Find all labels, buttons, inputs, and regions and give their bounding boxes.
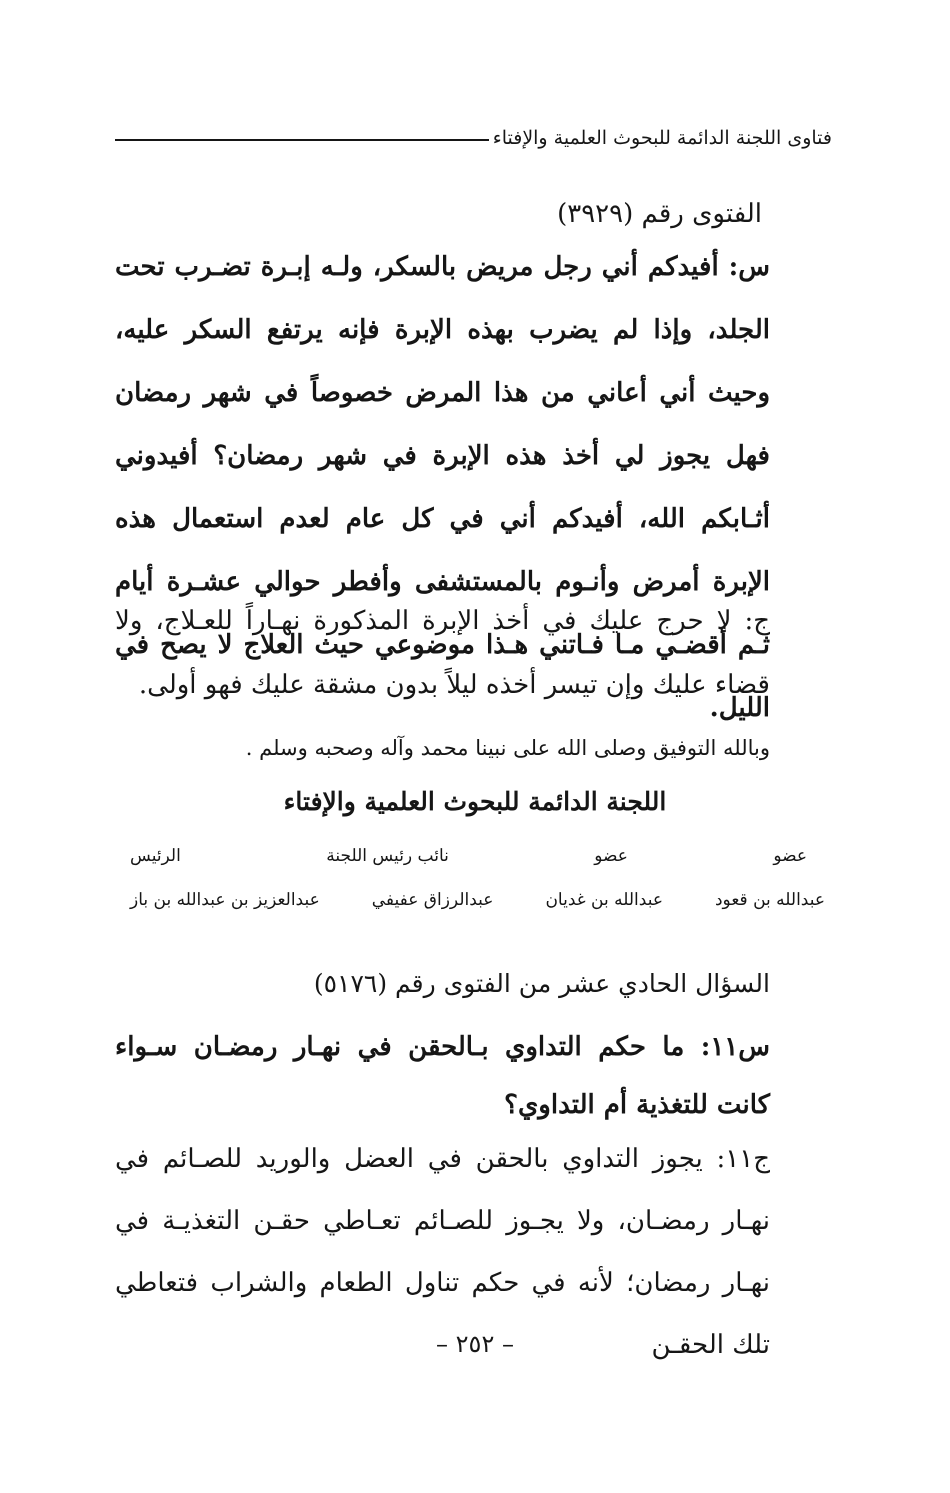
- running-header: [115, 118, 832, 158]
- answer-paragraph: ج: لا حرج عليك في أخذ الإبرة المذكورة نهـاراً للعـلاج، ولا قضاء عليك وإن تيسر أخذه ليلاً بدون مشقة عليك فهو أولى.: [115, 606, 770, 700]
- signatory-name: عبدالرزاق عفيفي: [371, 890, 494, 910]
- fatwa-number-heading: الفتوى رقم (٣٩٢٩): [557, 199, 762, 229]
- header-rule: [115, 139, 489, 141]
- signatory-role: الرئيس: [130, 846, 181, 866]
- signatory-names: [130, 890, 825, 910]
- running-header-title: فتاوى اللجنة الدائمة للبحوث العلمية والإفتاء: [492, 127, 832, 149]
- signatory-name: عبدالعزيز بن عبدالله بن باز: [130, 890, 320, 910]
- signatory-role: عضو: [773, 846, 807, 866]
- closing-line: وبالله التوفيق وصلى الله على نبينا محمد وآله وصحبه وسلم .: [245, 736, 770, 760]
- signatory-role: نائب رئيس اللجنة: [326, 846, 449, 866]
- signatory-name: عبدالله بن غديان: [545, 890, 663, 910]
- signatory-name: عبدالله بن قعود: [714, 890, 825, 910]
- signatory-role: عضو: [594, 846, 628, 866]
- question-11-heading: السؤال الحادي عشر من الفتوى رقم (٥١٧٦): [313, 969, 770, 998]
- page-number: – ٢٥٢ –: [436, 1330, 514, 1358]
- answer-11-paragraph: ج١١: يجوز التداوي بالحقن في العضل والوريد للصـائم في نهـار رمضـان، ولا يجـوز للصـائم تعـاطي حقـن التغذيـة في نهـار رمضان؛ لأنه في حكم تناول الطعام والشراب فتعاطي تلك الحقـن: [115, 1144, 770, 1360]
- question-paragraph: س: أفيدكم أني رجل مريض بالسكر، ولـه إبـرة تضـرب تحت الجلد، وإذا لم يضرب بهذه الإبرة فإنه يرتفع السكر عليه، وحيث أني أعاني من هذا المرض خصوصاً في شهر رمضان فهل يجوز لي أخذ هذه الإبرة في شهر رمضان؟ أفيدوني أثـابكم الله، أفيدكم أني في كل عام لعدم استعمال هذه الإبرة أمرض وأنـوم بالمستشفى وأفطر حوالي عشـرة أيام ثـم أقضـي مـا فـاتني هـذا موضوعي حيث العلاج لا يصح في الليل.: [115, 252, 770, 723]
- signatory-roles: [130, 846, 825, 866]
- question-11-paragraph: س١١: ما حكم التداوي بـالحقن في نهـار رمضـان سـواء كانت للتغذية أم التداوي؟: [115, 1032, 770, 1120]
- committee-title: اللجنة الدائمة للبحوث العلمية والإفتاء: [283, 787, 667, 816]
